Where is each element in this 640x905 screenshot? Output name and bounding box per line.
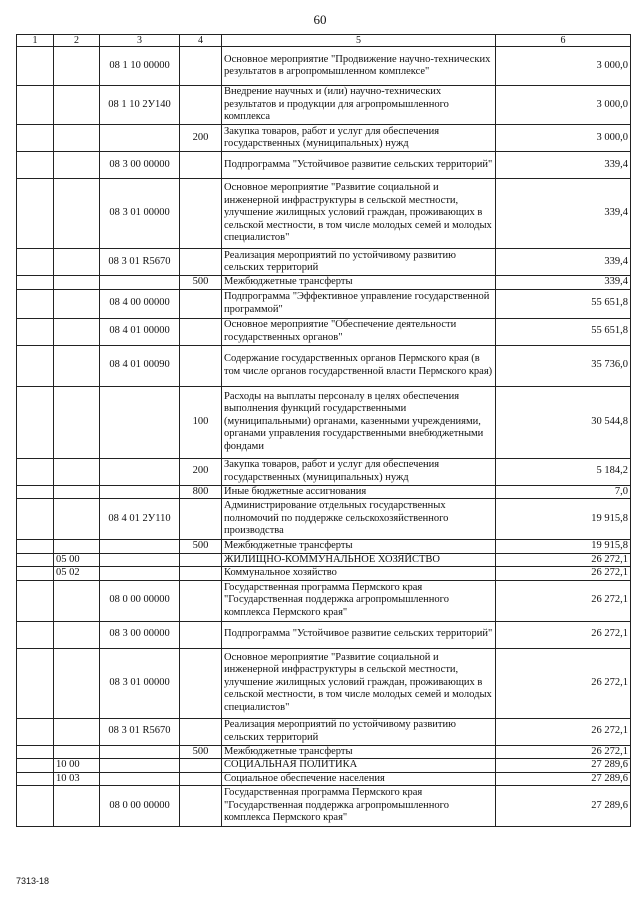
cell-col-1	[17, 648, 54, 718]
cell-col-5: Подпрограмма "Устойчивое развитие сельских территорий"	[222, 621, 496, 648]
cell-col-4	[180, 249, 222, 276]
cell-col-1	[17, 86, 54, 125]
table-row	[17, 745, 631, 759]
cell-col-6: 3 000,0	[496, 86, 631, 125]
cell-col-3	[100, 276, 180, 290]
table-row	[17, 125, 631, 152]
cell-col-3: 08 4 00 00000	[100, 289, 180, 318]
table-row	[17, 540, 631, 554]
cell-col-6: 3 000,0	[496, 125, 631, 152]
cell-col-3	[100, 540, 180, 554]
cell-col-1	[17, 621, 54, 648]
page-number: 60	[313, 12, 327, 27]
table-row	[17, 276, 631, 290]
cell-col-5: Внедрение научных и (или) научно-технических результатов и продукции для агропромышленного комплекса	[222, 86, 496, 125]
cell-col-5: Межбюджетные трансферты	[222, 540, 496, 554]
table-row	[17, 345, 631, 386]
column-header-1: 1	[17, 35, 54, 47]
cell-col-3: 08 0 00 00000	[100, 786, 180, 827]
cell-col-3	[100, 553, 180, 567]
cell-col-5: Основное мероприятие "Развитие социальной и инженерной инфраструктуры в сельской местности, улучшение жилищных условий граждан, проживающих в сельской местности, в том числе молодых семей и молодых специалистов"	[222, 648, 496, 718]
cell-col-1	[17, 540, 54, 554]
cell-col-6: 19 915,8	[496, 499, 631, 540]
cell-col-6: 19 915,8	[496, 540, 631, 554]
cell-col-5: Межбюджетные трансферты	[222, 745, 496, 759]
table-row	[17, 759, 631, 773]
cell-col-6: 26 272,1	[496, 621, 631, 648]
cell-col-4	[180, 580, 222, 621]
column-header-3: 3	[100, 35, 180, 47]
cell-col-5: Государственная программа Пермского края "Государственная поддержка агропромышленного комплекса Пермского края"	[222, 786, 496, 827]
table-row	[17, 580, 631, 621]
cell-col-2	[54, 540, 100, 554]
cell-col-3: 08 3 00 00000	[100, 152, 180, 179]
cell-col-3	[100, 485, 180, 499]
cell-col-1	[17, 786, 54, 827]
cell-col-5: Иные бюджетные ассигнования	[222, 485, 496, 499]
column-header-6: 6	[496, 35, 631, 47]
cell-col-2	[54, 386, 100, 458]
cell-col-4	[180, 648, 222, 718]
cell-col-4	[180, 318, 222, 345]
cell-col-2: 05 00	[54, 553, 100, 567]
cell-col-1	[17, 125, 54, 152]
cell-col-4	[180, 289, 222, 318]
cell-col-2	[54, 276, 100, 290]
table-row	[17, 86, 631, 125]
cell-col-4	[180, 621, 222, 648]
cell-col-6: 26 272,1	[496, 745, 631, 759]
cell-col-2	[54, 345, 100, 386]
column-header-5: 5	[222, 35, 496, 47]
cell-col-2	[54, 458, 100, 485]
cell-col-1	[17, 580, 54, 621]
cell-col-5: ЖИЛИЩНО-КОММУНАЛЬНОЕ ХОЗЯЙСТВО	[222, 553, 496, 567]
table-row	[17, 648, 631, 718]
cell-col-3: 08 3 01 00000	[100, 648, 180, 718]
cell-col-2	[54, 152, 100, 179]
cell-col-2	[54, 648, 100, 718]
table-row	[17, 386, 631, 458]
cell-col-4	[180, 553, 222, 567]
cell-col-3	[100, 125, 180, 152]
cell-col-6: 55 651,8	[496, 289, 631, 318]
cell-col-5: Закупка товаров, работ и услуг для обеспечения государственных (муниципальных) нужд	[222, 458, 496, 485]
cell-col-6: 26 272,1	[496, 580, 631, 621]
cell-col-1	[17, 249, 54, 276]
cell-col-6: 3 000,0	[496, 47, 631, 86]
cell-col-4: 500	[180, 276, 222, 290]
cell-col-6: 5 184,2	[496, 458, 631, 485]
cell-col-2: 10 03	[54, 772, 100, 786]
cell-col-5: Основное мероприятие "Развитие социальной и инженерной инфраструктуры в сельской местности, улучшение жилищных условий граждан, проживающих в сельской местности, в том числе молодых семей и молодых специалистов"	[222, 179, 496, 249]
cell-col-6: 30 544,8	[496, 386, 631, 458]
cell-col-5: СОЦИАЛЬНАЯ ПОЛИТИКА	[222, 759, 496, 773]
cell-col-6: 339,4	[496, 179, 631, 249]
cell-col-5: Расходы на выплаты персоналу в целях обеспечения выполнения функций государственными (муниципальными) органами, казенными учреждениями, органами управления государственными внебюджетными фондами	[222, 386, 496, 458]
cell-col-6: 26 272,1	[496, 648, 631, 718]
table-row	[17, 47, 631, 86]
cell-col-2	[54, 718, 100, 745]
cell-col-2	[54, 86, 100, 125]
cell-col-5: Администрирование отдельных государственных полномочий по поддержке сельскохозяйственного производства	[222, 499, 496, 540]
cell-col-4	[180, 152, 222, 179]
cell-col-4: 500	[180, 745, 222, 759]
cell-col-2	[54, 125, 100, 152]
cell-col-5: Государственная программа Пермского края "Государственная поддержка агропромышленного комплекса Пермского края"	[222, 580, 496, 621]
cell-col-1	[17, 485, 54, 499]
cell-col-5: Социальное обеспечение населения	[222, 772, 496, 786]
cell-col-1	[17, 345, 54, 386]
cell-col-4: 500	[180, 540, 222, 554]
cell-col-4	[180, 345, 222, 386]
table-row	[17, 499, 631, 540]
cell-col-5: Реализация мероприятий по устойчивому развитию сельских территорий	[222, 249, 496, 276]
cell-col-3	[100, 386, 180, 458]
cell-col-5: Реализация мероприятий по устойчивому развитию сельских территорий	[222, 718, 496, 745]
cell-col-1	[17, 718, 54, 745]
cell-col-3: 08 3 01 R5670	[100, 249, 180, 276]
cell-col-1	[17, 276, 54, 290]
budget-table	[16, 34, 631, 827]
cell-col-2	[54, 745, 100, 759]
cell-col-2: 05 02	[54, 567, 100, 581]
cell-col-4	[180, 567, 222, 581]
table-row	[17, 567, 631, 581]
cell-col-2	[54, 47, 100, 86]
cell-col-1	[17, 759, 54, 773]
cell-col-1	[17, 47, 54, 86]
table-row	[17, 621, 631, 648]
cell-col-1	[17, 499, 54, 540]
cell-col-5: Подпрограмма "Устойчивое развитие сельских территорий"	[222, 152, 496, 179]
cell-col-4	[180, 47, 222, 86]
cell-col-1	[17, 386, 54, 458]
table-body	[17, 47, 631, 827]
table-row	[17, 318, 631, 345]
cell-col-3: 08 0 00 00000	[100, 580, 180, 621]
table-row	[17, 179, 631, 249]
cell-col-4	[180, 772, 222, 786]
cell-col-3	[100, 772, 180, 786]
cell-col-6: 27 289,6	[496, 759, 631, 773]
cell-col-6: 339,4	[496, 249, 631, 276]
table-row	[17, 249, 631, 276]
cell-col-6: 27 289,6	[496, 772, 631, 786]
cell-col-3: 08 3 00 00000	[100, 621, 180, 648]
table-row	[17, 485, 631, 499]
cell-col-4: 200	[180, 125, 222, 152]
cell-col-3: 08 4 01 00000	[100, 318, 180, 345]
cell-col-2	[54, 499, 100, 540]
cell-col-5: Основное мероприятие "Продвижение научно-технических результатов в агропромышленном комплексе"	[222, 47, 496, 86]
cell-col-6: 339,4	[496, 276, 631, 290]
cell-col-1	[17, 179, 54, 249]
table-row	[17, 152, 631, 179]
cell-col-5: Коммунальное хозяйство	[222, 567, 496, 581]
footer-code: 7313-18	[16, 876, 50, 886]
cell-col-6: 27 289,6	[496, 786, 631, 827]
cell-col-2	[54, 621, 100, 648]
column-header-2: 2	[54, 35, 100, 47]
cell-col-5: Межбюджетные трансферты	[222, 276, 496, 290]
table-row	[17, 289, 631, 318]
cell-col-5: Закупка товаров, работ и услуг для обеспечения государственных (муниципальных) нужд	[222, 125, 496, 152]
cell-col-4	[180, 86, 222, 125]
table-row	[17, 458, 631, 485]
cell-col-2	[54, 289, 100, 318]
cell-col-3	[100, 567, 180, 581]
cell-col-1	[17, 567, 54, 581]
cell-col-4	[180, 499, 222, 540]
cell-col-2: 10 00	[54, 759, 100, 773]
column-header-4: 4	[180, 35, 222, 47]
cell-col-3	[100, 458, 180, 485]
cell-col-2	[54, 786, 100, 827]
cell-col-6: 26 272,1	[496, 718, 631, 745]
cell-col-2	[54, 580, 100, 621]
cell-col-1	[17, 553, 54, 567]
cell-col-4	[180, 179, 222, 249]
cell-col-5: Основное мероприятие "Обеспечение деятельности государственных органов"	[222, 318, 496, 345]
cell-col-2	[54, 318, 100, 345]
cell-col-4	[180, 786, 222, 827]
cell-col-5: Подпрограмма "Эффективное управление государственной программой"	[222, 289, 496, 318]
cell-col-6: 35 736,0	[496, 345, 631, 386]
cell-col-6: 339,4	[496, 152, 631, 179]
cell-col-3: 08 4 01 00090	[100, 345, 180, 386]
cell-col-3: 08 1 10 00000	[100, 47, 180, 86]
cell-col-1	[17, 745, 54, 759]
cell-col-1	[17, 458, 54, 485]
cell-col-6: 26 272,1	[496, 567, 631, 581]
cell-col-3: 08 4 01 2У110	[100, 499, 180, 540]
cell-col-4: 100	[180, 386, 222, 458]
cell-col-2	[54, 179, 100, 249]
cell-col-3: 08 1 10 2У140	[100, 86, 180, 125]
table-row	[17, 718, 631, 745]
cell-col-6: 55 651,8	[496, 318, 631, 345]
cell-col-2	[54, 485, 100, 499]
cell-col-4: 200	[180, 458, 222, 485]
cell-col-5: Содержание государственных органов Пермского края (в том числе органов государственной власти Пермского края)	[222, 345, 496, 386]
cell-col-3	[100, 745, 180, 759]
table-row	[17, 786, 631, 827]
cell-col-4	[180, 759, 222, 773]
cell-col-6: 26 272,1	[496, 553, 631, 567]
cell-col-4: 800	[180, 485, 222, 499]
cell-col-3	[100, 759, 180, 773]
cell-col-6: 7,0	[496, 485, 631, 499]
cell-col-4	[180, 718, 222, 745]
cell-col-1	[17, 318, 54, 345]
cell-col-1	[17, 152, 54, 179]
table-row	[17, 772, 631, 786]
cell-col-1	[17, 289, 54, 318]
table-row	[17, 553, 631, 567]
cell-col-3: 08 3 01 R5670	[100, 718, 180, 745]
cell-col-3: 08 3 01 00000	[100, 179, 180, 249]
table-header-row	[17, 35, 631, 47]
cell-col-2	[54, 249, 100, 276]
cell-col-1	[17, 772, 54, 786]
